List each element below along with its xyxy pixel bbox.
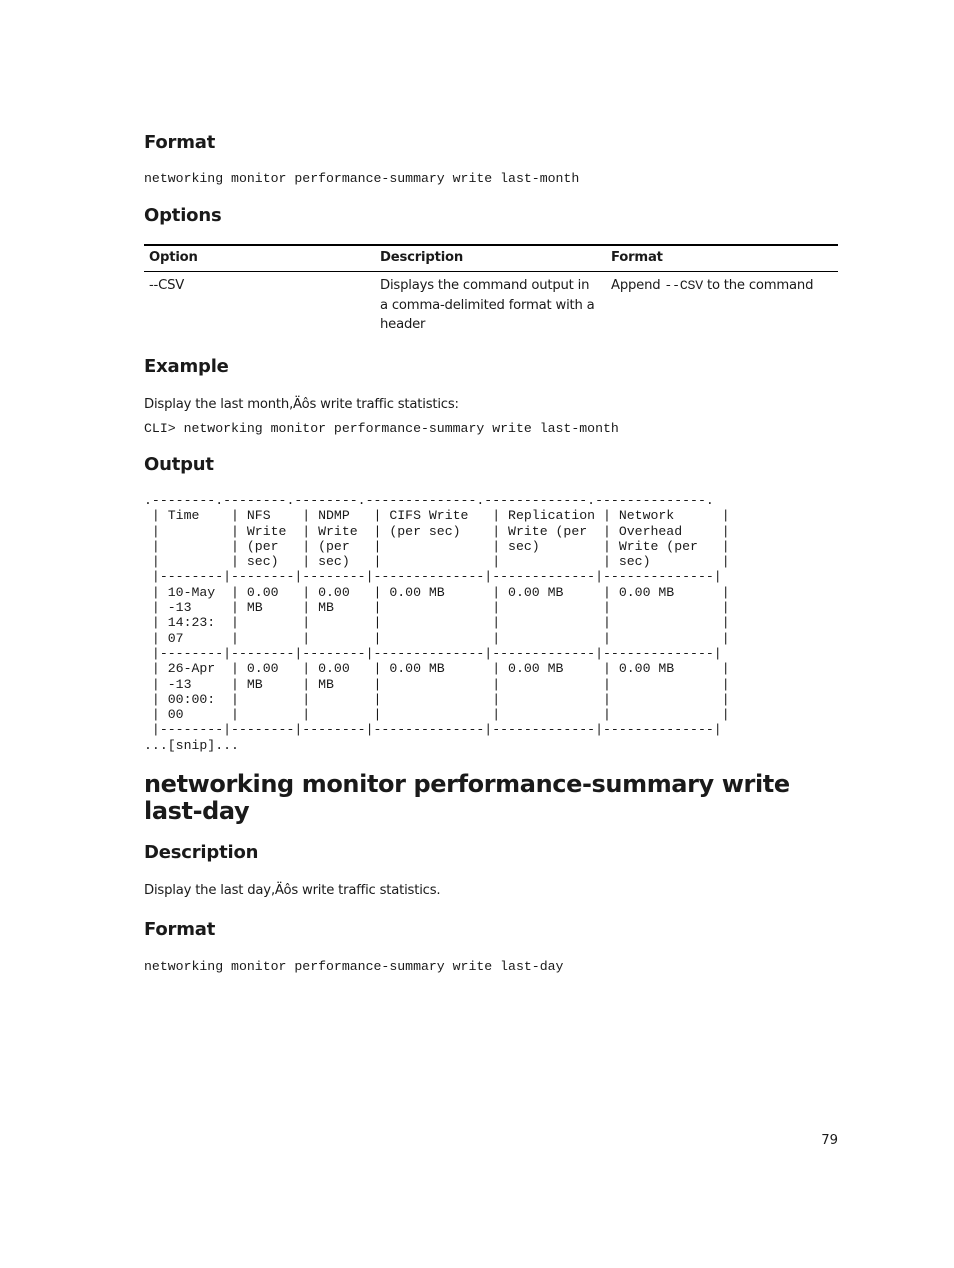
- format-heading: Format: [144, 132, 216, 153]
- options-table-header-row: [144, 245, 838, 272]
- format-command-2: networking monitor performance-summary write last-day: [144, 959, 564, 974]
- description-heading: Description: [144, 842, 259, 863]
- format-command: networking monitor performance-summary write last-month: [144, 171, 580, 186]
- options-table: [144, 244, 838, 339]
- example-command: CLI> networking monitor performance-summary write last-month: [144, 421, 619, 436]
- format-prefix: Append: [611, 278, 665, 293]
- description-text: Display the last day‚Äôs write traffic statistics.: [144, 883, 441, 898]
- output-heading: Output: [144, 454, 214, 475]
- format-cell: [606, 272, 838, 339]
- format-suffix: to the command: [702, 278, 814, 293]
- example-text: Display the last month‚Äôs write traffic statistics:: [144, 397, 459, 412]
- format-heading-2: Format: [144, 919, 216, 940]
- options-heading: Options: [144, 205, 222, 226]
- description-cell: Displays the command output in a comma-delimited format with a header: [380, 278, 595, 332]
- column-header-description: Description: [375, 245, 606, 272]
- column-header-format: Format: [606, 245, 838, 272]
- format-code: --CSV: [664, 278, 703, 293]
- section-title: networking monitor performance-summary write last-day: [144, 770, 790, 825]
- table-row: [144, 272, 838, 339]
- page-number: 79: [821, 1133, 838, 1148]
- output-block: .--------.--------.--------.--------------.-------------.--------------. | Time | NFS | NDMP | CIFS Write | Replication | Network | | | Write | Write | (per sec) | Write (per | Overhead | | | (per | (per | | sec) | Write (per | | | sec) | sec) | | | sec) | |--------|--------|--------|--------------|-------------|--------------| | 10-May | 0.00 | 0.00 | 0.00 MB | 0.00 MB | 0.00 MB | | -13 | MB | MB | | | | | 14:23: | | | | | | | 07 | | | | | | |--------|--------|--------|--------------|-------------|--------------| | 26-Apr | 0.00 | 0.00 | 0.00 MB | 0.00 MB | 0.00 MB | | -13 | MB | MB | | | | | 00:00: | | | | | | | 00 | | | | | | |--------|--------|--------|--------------|-------------|--------------| ...[snip]...: [144, 493, 730, 753]
- column-header-option: Option: [144, 245, 375, 272]
- example-heading: Example: [144, 356, 229, 377]
- option-cell: --CSV: [149, 278, 185, 293]
